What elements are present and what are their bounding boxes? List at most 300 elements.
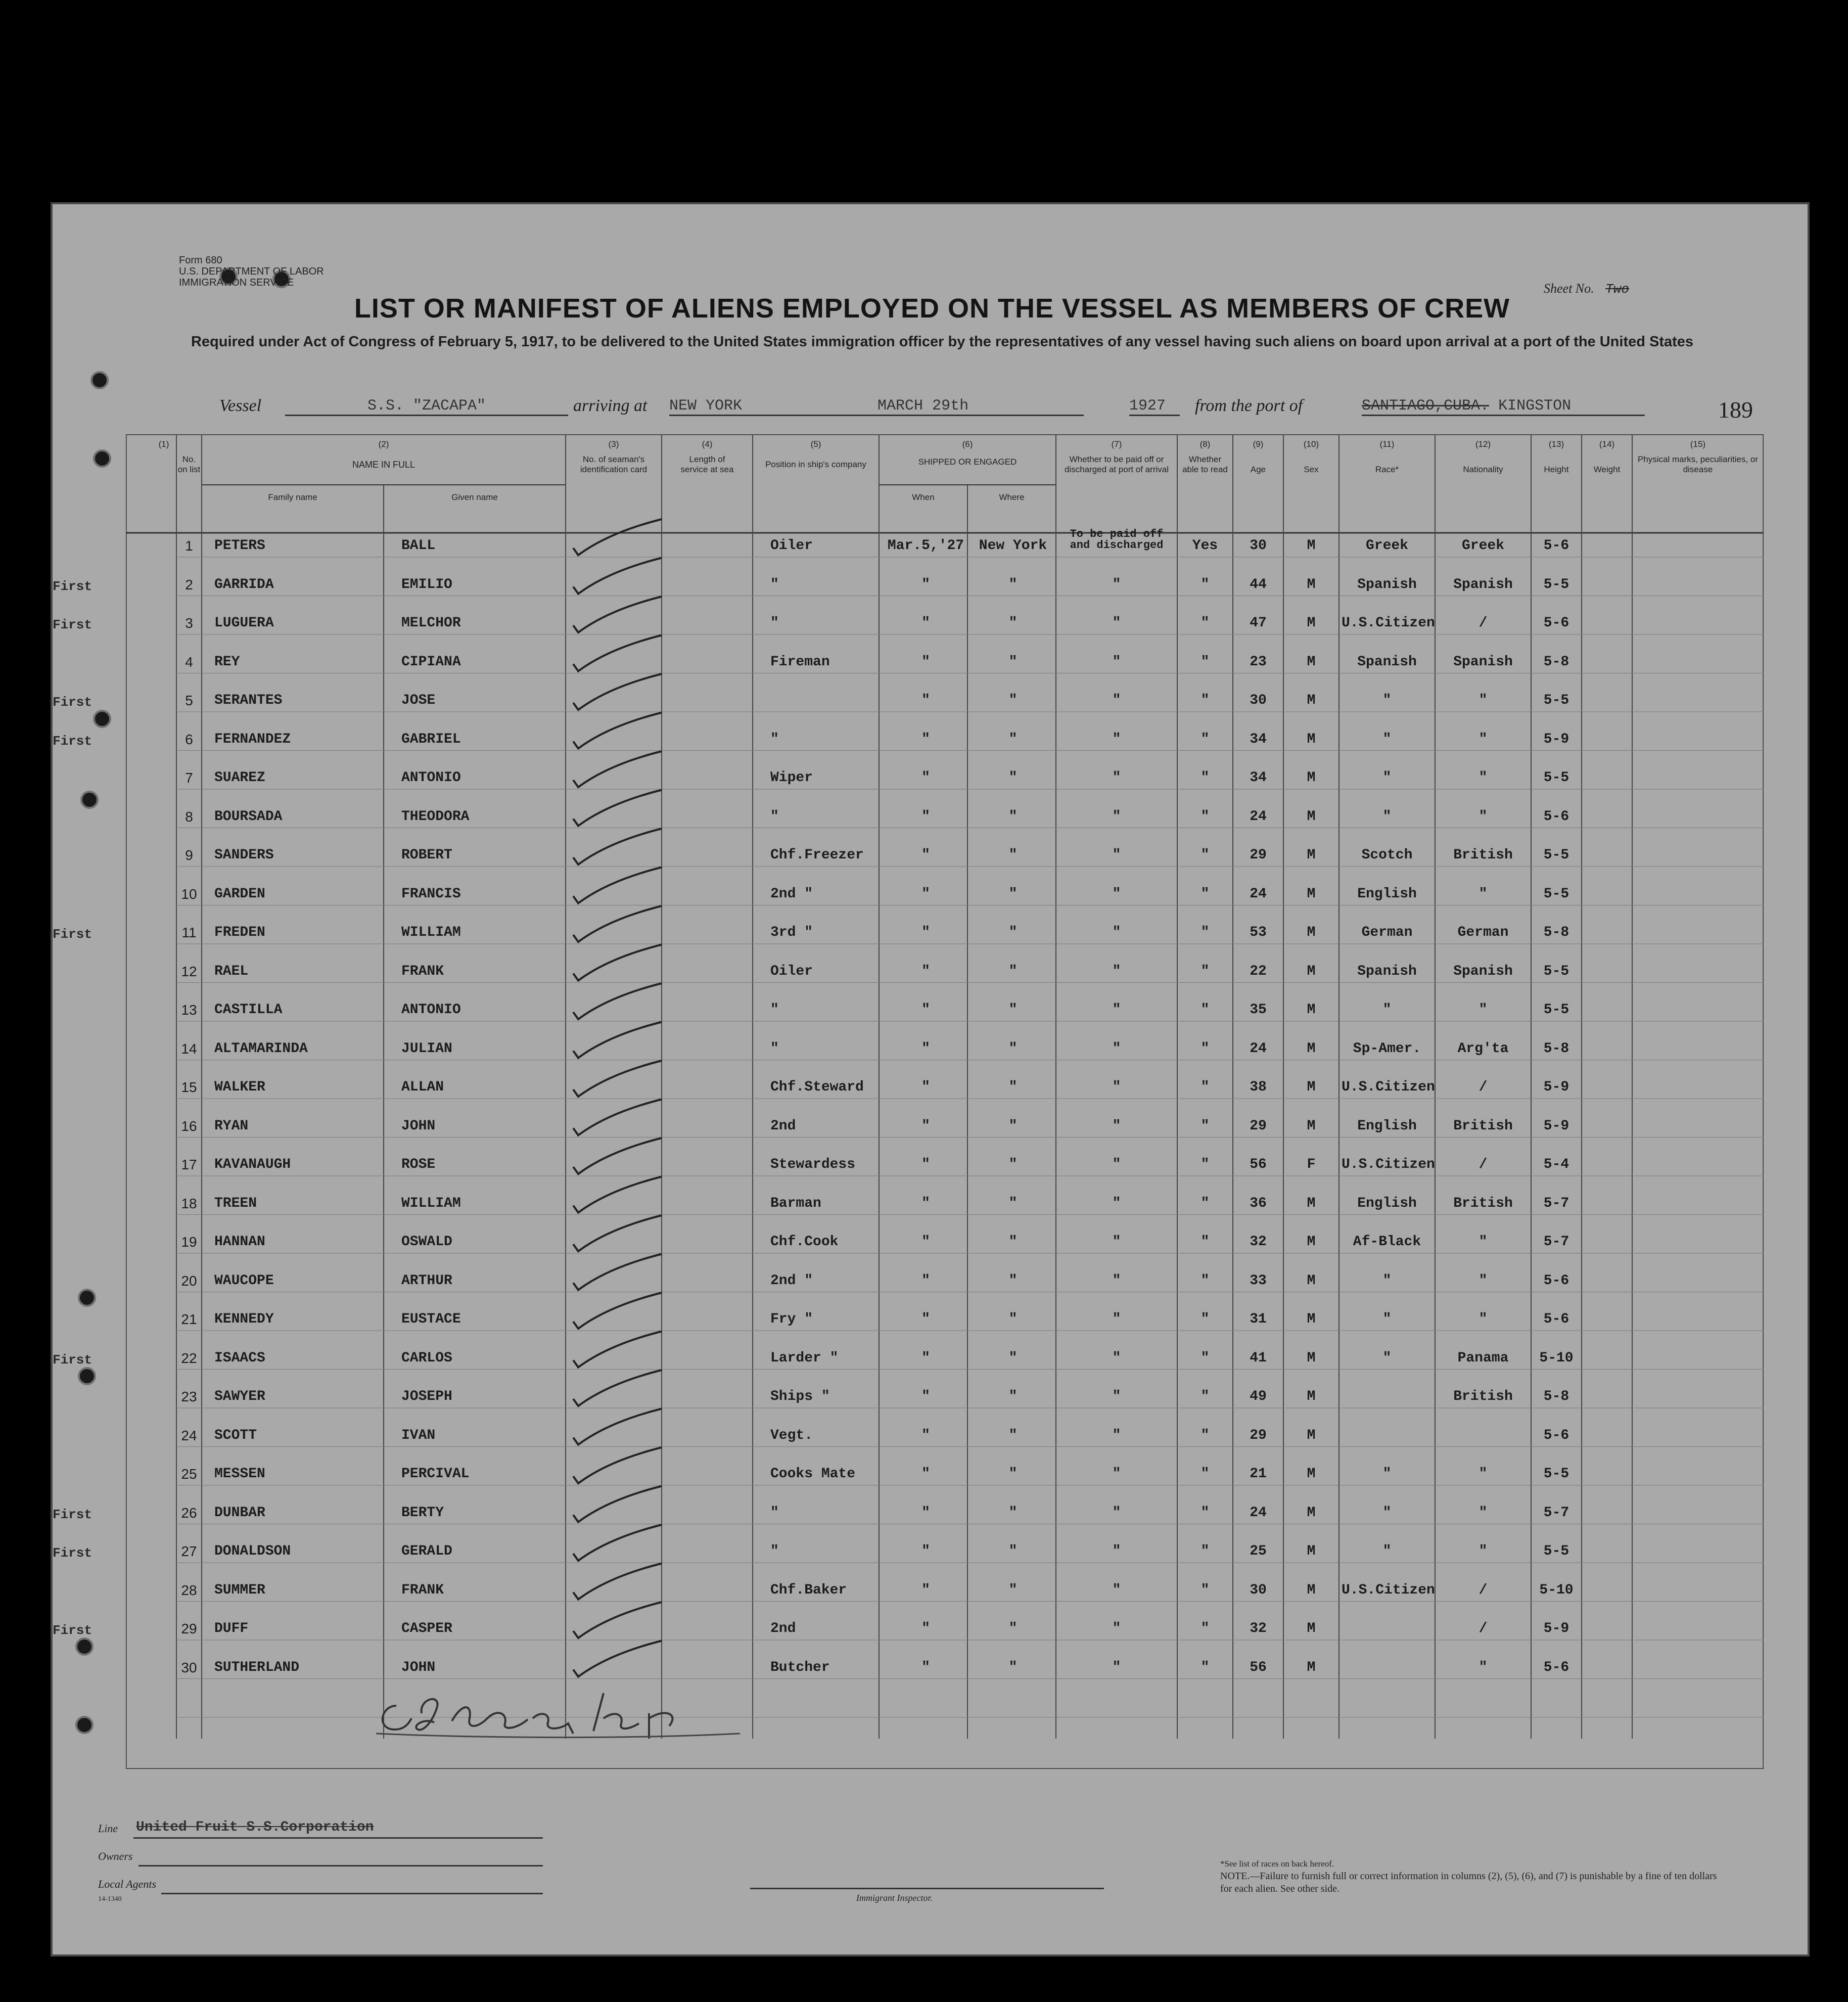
id-card-check-mark xyxy=(573,945,662,981)
vessel-label: Vessel xyxy=(219,396,262,415)
paid-off: " xyxy=(1112,963,1121,979)
nationality: Panama xyxy=(1457,1350,1509,1366)
shipped-when: " xyxy=(921,1389,930,1404)
height: 5-10 xyxy=(1539,1350,1574,1366)
row-number: 20 xyxy=(181,1272,197,1289)
id-card-check-mark xyxy=(573,713,662,749)
height: 5-10 xyxy=(1539,1582,1574,1598)
sex: M xyxy=(1307,1466,1316,1482)
sex: M xyxy=(1307,1079,1316,1095)
sheet-number-label: Sheet No. xyxy=(1544,281,1594,296)
sex: F xyxy=(1307,1157,1316,1172)
able-to-read: " xyxy=(1200,1040,1210,1057)
given-name: EUSTACE xyxy=(401,1311,461,1327)
paid-off: " xyxy=(1112,1543,1121,1559)
given-name: JOHN xyxy=(401,1659,436,1675)
paid-off: " xyxy=(1112,693,1121,708)
race: Af-Black xyxy=(1353,1234,1421,1250)
height: 5-5 xyxy=(1543,1002,1569,1018)
punch-hole-left-2 xyxy=(93,449,111,468)
shipped-where: " xyxy=(1008,1040,1018,1057)
id-card-check-mark xyxy=(573,1022,662,1058)
race: English xyxy=(1357,1195,1417,1211)
age: 22 xyxy=(1250,963,1267,979)
shipped-when: " xyxy=(921,886,930,902)
able-to-read: " xyxy=(1200,886,1210,902)
race: " xyxy=(1382,770,1392,786)
row-number: 19 xyxy=(181,1234,197,1250)
margin-annotation: First xyxy=(53,1623,93,1638)
header-col9-label: Age xyxy=(1250,465,1266,474)
age: 25 xyxy=(1250,1543,1267,1559)
shipped-when: " xyxy=(921,808,930,825)
able-to-read: Yes xyxy=(1192,538,1218,554)
inspector-underline xyxy=(750,1888,1104,1889)
shipped-where: " xyxy=(1008,1157,1018,1172)
header-col11-num: (11) xyxy=(1379,439,1395,449)
sex: M xyxy=(1307,1311,1316,1327)
given-name: ANTONIO xyxy=(401,1002,461,1018)
header-where: Where xyxy=(999,492,1025,502)
shipped-where: " xyxy=(1008,615,1018,631)
punch-hole-left-5 xyxy=(78,1289,96,1307)
id-card-check-mark xyxy=(573,1138,662,1174)
agents-code: 14-1340 xyxy=(98,1895,122,1903)
able-to-read: " xyxy=(1200,1234,1210,1250)
from-port-struck: SANTIAGO,CUBA. xyxy=(1362,397,1490,415)
family-name: CASTILLA xyxy=(214,1002,283,1018)
shipped-when: " xyxy=(921,1002,930,1018)
family-name: PETERS xyxy=(214,538,265,554)
row-number: 12 xyxy=(181,963,197,979)
position: " xyxy=(770,1543,779,1559)
given-name: WILLIAM xyxy=(401,1195,461,1211)
able-to-read: " xyxy=(1200,731,1210,747)
row-number: 26 xyxy=(181,1505,197,1521)
given-name: EMILIO xyxy=(401,576,452,593)
id-card-check-mark xyxy=(573,829,662,864)
able-to-read: " xyxy=(1200,693,1210,708)
shipped-where: " xyxy=(1008,808,1018,825)
nationality: German xyxy=(1457,925,1509,940)
shipped-where: " xyxy=(1008,886,1018,902)
header-col6-num: (6) xyxy=(962,439,973,449)
header-col8-num: (8) xyxy=(1199,439,1211,449)
nationality: Arg'ta xyxy=(1457,1040,1509,1057)
header-col8-label: Whether able to read xyxy=(1182,454,1228,474)
shipped-when: " xyxy=(921,1272,930,1289)
nationality: British xyxy=(1453,1195,1513,1211)
header-col3-label: No. of seaman's identification card xyxy=(580,454,648,474)
sex: M xyxy=(1307,1040,1316,1057)
paid-off: " xyxy=(1112,925,1121,940)
family-name: FERNANDEZ xyxy=(214,731,291,747)
shipped-where: " xyxy=(1008,1466,1018,1482)
sex: M xyxy=(1307,1002,1316,1018)
row-number: 28 xyxy=(181,1582,197,1598)
nationality: " xyxy=(1479,808,1488,825)
position: Cooks Mate xyxy=(770,1466,856,1482)
height: 5-9 xyxy=(1543,731,1569,747)
height: 5-6 xyxy=(1543,1659,1569,1675)
crew-table xyxy=(126,434,1764,1769)
given-name: FRANK xyxy=(401,1582,444,1598)
age: 24 xyxy=(1250,808,1267,825)
height: 5-5 xyxy=(1543,576,1569,593)
family-name: BOURSADA xyxy=(214,808,283,825)
row-number: 24 xyxy=(181,1427,197,1443)
row-number: 15 xyxy=(181,1079,197,1095)
family-name: SERANTES xyxy=(214,693,283,708)
race: " xyxy=(1382,808,1392,825)
header-col10-num: (10) xyxy=(1303,439,1319,449)
family-name: RAEL xyxy=(214,963,249,979)
given-name: FRANCIS xyxy=(401,886,461,902)
age: 24 xyxy=(1250,1040,1267,1057)
position: " xyxy=(770,1040,779,1057)
paid-off: " xyxy=(1112,1118,1121,1134)
height: 5-7 xyxy=(1543,1234,1569,1250)
race: English xyxy=(1357,1118,1417,1134)
family-name: DUNBAR xyxy=(214,1505,265,1521)
race: U.S.Citizen xyxy=(1342,1079,1435,1095)
sex: M xyxy=(1307,1389,1316,1404)
row-number: 6 xyxy=(185,731,193,747)
race: " xyxy=(1382,1350,1392,1366)
able-to-read: " xyxy=(1200,1659,1210,1675)
margin-annotation: First xyxy=(53,1507,93,1522)
header-col9-num: (9) xyxy=(1253,439,1264,449)
row-number: 4 xyxy=(185,654,193,670)
form-department: U.S. DEPARTMENT OF LABOR xyxy=(179,266,324,277)
sex: M xyxy=(1307,1272,1316,1289)
position: " xyxy=(770,731,779,747)
shipped-when: " xyxy=(921,654,930,670)
row-number: 1 xyxy=(185,538,193,554)
race: " xyxy=(1382,1002,1392,1018)
shipped-where: " xyxy=(1008,1272,1018,1289)
paid-off: " xyxy=(1112,731,1121,747)
vessel-line xyxy=(219,396,1736,422)
sex: M xyxy=(1307,770,1316,786)
given-name: JOSE xyxy=(401,693,436,708)
header-col13-num: (13) xyxy=(1548,439,1564,449)
race: U.S.Citizen xyxy=(1342,1157,1435,1172)
paid-off: " xyxy=(1112,654,1121,670)
margin-annotation: First xyxy=(53,1352,93,1368)
row-number: 21 xyxy=(181,1311,197,1327)
row-number: 9 xyxy=(185,847,193,863)
sex: M xyxy=(1307,1659,1316,1675)
sex: M xyxy=(1307,1621,1316,1636)
page-subtitle: Required under Act of Congress of February 5, 1917, to be delivered to the United States immigration officer by the representatives of any vessel having such aliens on board upon arrival at a port of the United States xyxy=(191,334,1694,350)
paid-off: " xyxy=(1112,1427,1121,1443)
row-number: 7 xyxy=(185,770,193,786)
id-card-check-mark xyxy=(573,1177,662,1213)
nationality: / xyxy=(1479,615,1488,631)
position: Barman xyxy=(770,1195,821,1211)
paid-off: " xyxy=(1112,1311,1121,1327)
sex: M xyxy=(1307,1195,1316,1211)
id-card-check-mark xyxy=(573,790,662,826)
able-to-read: " xyxy=(1200,576,1210,593)
given-name: CASPER xyxy=(401,1621,452,1636)
shipped-where: " xyxy=(1008,576,1018,593)
sex: M xyxy=(1307,731,1316,747)
given-name: FRANK xyxy=(401,963,444,979)
paid-off: " xyxy=(1112,886,1121,902)
nationality: " xyxy=(1479,1505,1488,1521)
id-card-check-mark xyxy=(573,1370,662,1406)
row-number: 13 xyxy=(181,1002,197,1018)
given-name: CARLOS xyxy=(401,1350,452,1366)
header-col1-label: No. on list xyxy=(177,454,201,474)
id-card-check-mark xyxy=(573,674,662,710)
age: 33 xyxy=(1250,1272,1267,1289)
sex: M xyxy=(1307,576,1316,593)
header-col13-label: Height xyxy=(1544,465,1569,474)
age: 41 xyxy=(1250,1350,1267,1366)
paid-off: " xyxy=(1112,1389,1121,1404)
position: Vegt. xyxy=(770,1427,813,1443)
position: Wiper xyxy=(770,770,813,786)
nationality: " xyxy=(1479,693,1488,708)
given-name: BERTY xyxy=(401,1505,444,1521)
nationality: " xyxy=(1479,1002,1488,1018)
family-name: FREDEN xyxy=(214,925,265,940)
paid-off: " xyxy=(1112,1350,1121,1366)
age: 29 xyxy=(1250,847,1267,863)
given-name: ANTONIO xyxy=(401,770,461,786)
given-name: JULIAN xyxy=(401,1040,452,1057)
family-name: ISAACS xyxy=(214,1350,265,1366)
able-to-read: " xyxy=(1200,963,1210,979)
shipped-where: " xyxy=(1008,1505,1018,1521)
footer-note xyxy=(1220,1857,1726,1895)
margin-annotation: First xyxy=(53,578,93,594)
age: 35 xyxy=(1250,1002,1267,1018)
given-name: MELCHOR xyxy=(401,615,461,631)
owners-underline xyxy=(138,1865,543,1867)
nationality: " xyxy=(1479,770,1488,786)
height: 5-8 xyxy=(1543,925,1569,940)
shipped-when: " xyxy=(921,1234,930,1250)
shipped-when: " xyxy=(921,925,930,940)
shipped-when: " xyxy=(921,576,930,593)
position: Chf.Steward xyxy=(770,1079,864,1095)
age: 30 xyxy=(1250,1582,1267,1598)
header-col12-label: Nationality xyxy=(1463,465,1503,474)
shipped-when: " xyxy=(921,1427,930,1443)
header-col3-num: (3) xyxy=(608,439,619,449)
id-card-check-mark xyxy=(573,1061,662,1097)
position: " xyxy=(770,576,779,593)
position: 2nd xyxy=(770,1621,796,1636)
row-number: 17 xyxy=(181,1157,197,1172)
shipped-where: " xyxy=(1008,1427,1018,1443)
nationality: " xyxy=(1479,1659,1488,1675)
age: 30 xyxy=(1250,693,1267,708)
shipped-where: " xyxy=(1008,1582,1018,1598)
races-note: *See list of races on back hereof. xyxy=(1220,1859,1334,1869)
able-to-read: " xyxy=(1200,1389,1210,1404)
position: 2nd xyxy=(770,1118,796,1134)
punch-hole-left-8 xyxy=(75,1716,94,1734)
nationality: Spanish xyxy=(1453,576,1513,593)
height: 5-6 xyxy=(1543,538,1569,554)
header-when: When xyxy=(912,492,935,502)
id-card-check-mark xyxy=(573,1602,662,1638)
from-port-name: KINGSTON xyxy=(1498,397,1572,415)
age: 56 xyxy=(1250,1659,1267,1675)
shipped-when: " xyxy=(921,1659,930,1675)
shipped-when: " xyxy=(921,1157,930,1172)
nationality: " xyxy=(1479,1311,1488,1327)
row-number: 16 xyxy=(181,1118,197,1134)
line-underline xyxy=(133,1837,543,1839)
paid-off: " xyxy=(1112,847,1121,863)
position: " xyxy=(770,808,779,825)
sex: M xyxy=(1307,1543,1316,1559)
age: 21 xyxy=(1250,1466,1267,1482)
id-card-check-mark xyxy=(573,1641,662,1677)
header-col14-num: (14) xyxy=(1599,439,1615,449)
paid-off: To be paid off and discharged xyxy=(1070,528,1164,552)
given-name: ALLAN xyxy=(401,1079,444,1095)
height: 5-5 xyxy=(1543,1466,1569,1482)
sex: M xyxy=(1307,654,1316,670)
position: Ships " xyxy=(770,1389,830,1404)
nationality: " xyxy=(1479,1272,1488,1289)
id-card-check-mark xyxy=(573,597,662,632)
race: Greek xyxy=(1365,538,1408,554)
shipped-where: " xyxy=(1008,1079,1018,1095)
given-name: PERCIVAL xyxy=(401,1466,470,1482)
shipped-when: " xyxy=(921,1079,930,1095)
race: " xyxy=(1382,1505,1392,1521)
paid-off: " xyxy=(1112,576,1121,593)
given-name: ROBERT xyxy=(401,847,452,863)
row-number: 23 xyxy=(181,1389,197,1404)
family-name: DUFF xyxy=(214,1621,249,1636)
given-name: BALL xyxy=(401,538,436,554)
race: " xyxy=(1382,1311,1392,1327)
header-col10-label: Sex xyxy=(1304,465,1319,474)
sex: M xyxy=(1307,1118,1316,1134)
given-name: CIPIANA xyxy=(401,654,461,670)
race: Sp-Amer. xyxy=(1353,1040,1421,1057)
given-name: JOSEPH xyxy=(401,1389,452,1404)
margin-annotation: First xyxy=(53,733,93,749)
sex: M xyxy=(1307,615,1316,631)
row-number: 5 xyxy=(185,693,193,708)
inspector-signature xyxy=(366,1683,750,1744)
shipped-where: " xyxy=(1008,1118,1018,1134)
sex: M xyxy=(1307,1350,1316,1366)
family-name: SUAREZ xyxy=(214,770,265,786)
age: 23 xyxy=(1250,654,1267,670)
shipped-where: " xyxy=(1008,1389,1018,1404)
id-card-check-mark xyxy=(573,635,662,671)
arriving-label: arriving at xyxy=(573,396,648,415)
age: 30 xyxy=(1250,538,1267,554)
family-name: ALTAMARINDA xyxy=(214,1040,308,1057)
shipped-where: " xyxy=(1008,654,1018,670)
shipped-where: " xyxy=(1008,1350,1018,1366)
id-card-check-mark xyxy=(573,1525,662,1561)
height: 5-6 xyxy=(1543,1311,1569,1327)
family-name: SCOTT xyxy=(214,1427,257,1443)
row-number: 27 xyxy=(181,1543,197,1559)
nationality: Spanish xyxy=(1453,963,1513,979)
position: 2nd " xyxy=(770,886,813,902)
shipped-where: " xyxy=(1008,1659,1018,1675)
family-name: KAVANAUGH xyxy=(214,1157,291,1172)
shipped-when: " xyxy=(921,1195,930,1211)
given-name: IVAN xyxy=(401,1427,436,1443)
height: 5-6 xyxy=(1543,808,1569,825)
header-col5-label: Position in ship's company xyxy=(765,460,866,469)
paid-off: " xyxy=(1112,1079,1121,1095)
given-name: ARTHUR xyxy=(401,1272,452,1289)
able-to-read: " xyxy=(1200,847,1210,863)
age: 29 xyxy=(1250,1118,1267,1134)
race: U.S.Citizen xyxy=(1342,615,1435,631)
header-col1-num: (1) xyxy=(158,439,169,449)
position: Fry " xyxy=(770,1311,813,1327)
height: 5-5 xyxy=(1543,963,1569,979)
height: 5-9 xyxy=(1543,1079,1569,1095)
row-number: 18 xyxy=(181,1195,197,1211)
able-to-read: " xyxy=(1200,1350,1210,1366)
shipped-where: " xyxy=(1008,1621,1018,1636)
age: 56 xyxy=(1250,1157,1267,1172)
header-col14-label: Weight xyxy=(1593,465,1621,474)
family-name: SANDERS xyxy=(214,847,274,863)
shipped-where: " xyxy=(1008,770,1018,786)
nationality: " xyxy=(1479,1234,1488,1250)
nationality: / xyxy=(1479,1621,1488,1636)
margin-annotation: First xyxy=(53,617,93,632)
family-name: WALKER xyxy=(214,1079,265,1095)
family-name: WAUCOPE xyxy=(214,1272,274,1289)
row-number: 3 xyxy=(185,615,193,631)
shipped-when: " xyxy=(921,1350,930,1366)
position: Larder " xyxy=(770,1350,839,1366)
position: Chf.Baker xyxy=(770,1582,847,1598)
family-name: MESSEN xyxy=(214,1466,265,1482)
from-port xyxy=(1362,397,1645,416)
age: 32 xyxy=(1250,1234,1267,1250)
age: 36 xyxy=(1250,1195,1267,1211)
sex: M xyxy=(1307,693,1316,708)
shipped-when: Mar.5,'27 xyxy=(887,538,964,554)
given-name: GERALD xyxy=(401,1543,452,1559)
shipped-when: " xyxy=(921,1040,930,1057)
nationality: / xyxy=(1479,1582,1488,1598)
paid-off: " xyxy=(1112,1621,1121,1636)
shipped-where: " xyxy=(1008,1311,1018,1327)
position: Oiler xyxy=(770,538,813,554)
id-card-check-mark xyxy=(573,751,662,787)
able-to-read: " xyxy=(1200,615,1210,631)
shipped-when: " xyxy=(921,1311,930,1327)
position: " xyxy=(770,1505,779,1521)
header-col7-label: Whether to be paid off or discharged at port of arrival xyxy=(1065,454,1169,474)
shipped-where: " xyxy=(1008,925,1018,940)
paid-off: " xyxy=(1112,1234,1121,1250)
given-name: WILLIAM xyxy=(401,925,461,940)
